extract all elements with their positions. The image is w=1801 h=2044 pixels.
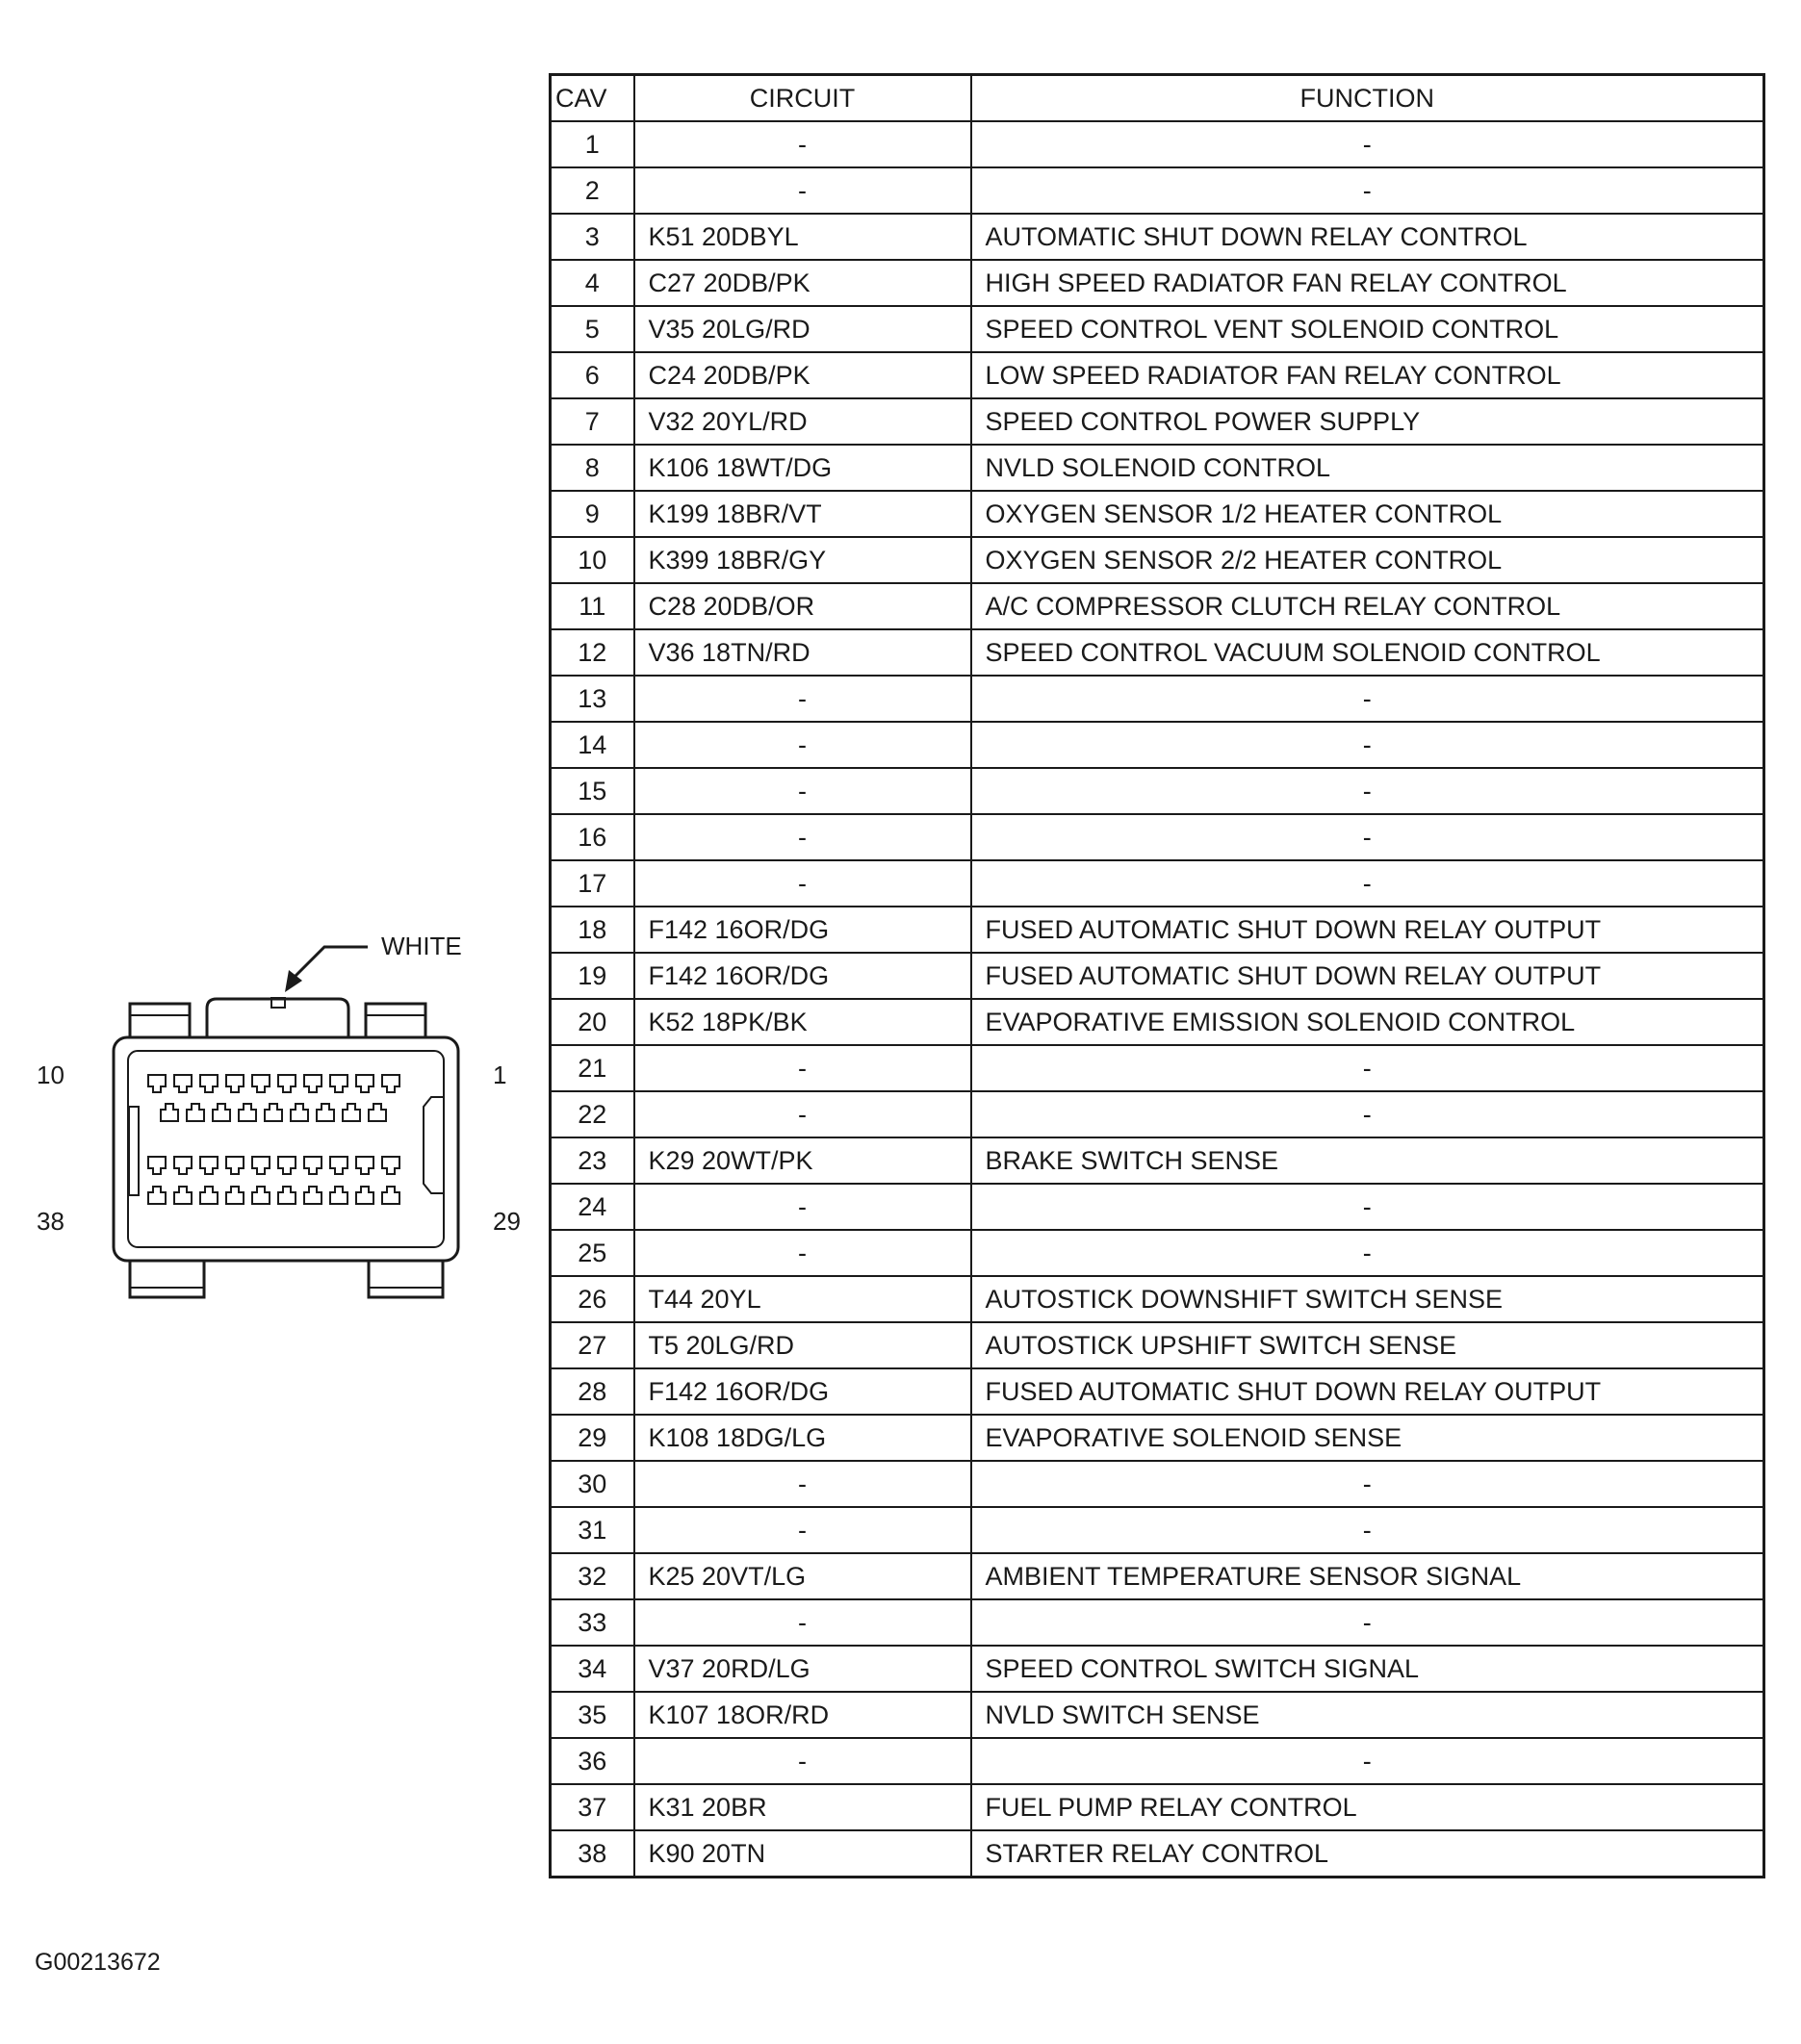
cav-cell: 13 <box>551 676 634 722</box>
table-row <box>551 953 1764 999</box>
table-row <box>551 1553 1764 1599</box>
header-function: FUNCTION <box>971 75 1764 122</box>
cav-cell: 36 <box>551 1738 634 1784</box>
table-row <box>551 167 1764 214</box>
table-row <box>551 1137 1764 1184</box>
connector-diagram <box>0 0 578 1347</box>
circuit-cell: K31 20BR <box>634 1784 971 1830</box>
table-row <box>551 445 1764 491</box>
table-row <box>551 1322 1764 1368</box>
table-row <box>551 1091 1764 1137</box>
circuit-cell: C28 20DB/OR <box>634 583 971 629</box>
table-row <box>551 491 1764 537</box>
circuit-cell: K399 18BR/GY <box>634 537 971 583</box>
circuit-cell: - <box>634 1738 971 1784</box>
cav-cell: 18 <box>551 907 634 953</box>
table-row <box>551 1784 1764 1830</box>
table-row <box>551 1045 1764 1091</box>
cav-cell: 33 <box>551 1599 634 1646</box>
circuit-cell: K90 20TN <box>634 1830 971 1878</box>
function-cell: - <box>971 1599 1764 1646</box>
cav-cell: 7 <box>551 398 634 445</box>
table-row <box>551 398 1764 445</box>
cav-cell: 8 <box>551 445 634 491</box>
circuit-cell: F142 16OR/DG <box>634 1368 971 1415</box>
function-cell: FUSED AUTOMATIC SHUT DOWN RELAY OUTPUT <box>971 907 1764 953</box>
circuit-cell: - <box>634 768 971 814</box>
function-cell: - <box>971 1045 1764 1091</box>
cav-cell: 38 <box>551 1830 634 1878</box>
figure-id: G00213672 <box>35 1949 161 1976</box>
pin-label-bottom-right: 29 <box>493 1207 521 1236</box>
function-cell: OXYGEN SENSOR 1/2 HEATER CONTROL <box>971 491 1764 537</box>
cav-cell: 29 <box>551 1415 634 1461</box>
table-row <box>551 1599 1764 1646</box>
function-cell: A/C COMPRESSOR CLUTCH RELAY CONTROL <box>971 583 1764 629</box>
cav-cell: 3 <box>551 214 634 260</box>
table-row <box>551 999 1764 1045</box>
function-cell: NVLD SOLENOID CONTROL <box>971 445 1764 491</box>
circuit-cell: - <box>634 1507 971 1553</box>
cav-cell: 10 <box>551 537 634 583</box>
function-cell: OXYGEN SENSOR 2/2 HEATER CONTROL <box>971 537 1764 583</box>
function-cell: EVAPORATIVE SOLENOID SENSE <box>971 1415 1764 1461</box>
table-row <box>551 722 1764 768</box>
circuit-cell: - <box>634 1461 971 1507</box>
circuit-cell: K199 18BR/VT <box>634 491 971 537</box>
cav-cell: 16 <box>551 814 634 860</box>
cav-cell: 15 <box>551 768 634 814</box>
circuit-cell: - <box>634 1045 971 1091</box>
connector-latch <box>207 999 348 1039</box>
table-row <box>551 1692 1764 1738</box>
circuit-cell: - <box>634 676 971 722</box>
table-row <box>551 860 1764 907</box>
circuit-cell: V35 20LG/RD <box>634 306 971 352</box>
table-row <box>551 676 1764 722</box>
pin-label-top-left: 10 <box>37 1060 64 1089</box>
circuit-cell: - <box>634 121 971 167</box>
table-row <box>551 214 1764 260</box>
function-cell: SPEED CONTROL SWITCH SIGNAL <box>971 1646 1764 1692</box>
function-cell: - <box>971 121 1764 167</box>
function-cell: EVAPORATIVE EMISSION SOLENOID CONTROL <box>971 999 1764 1045</box>
table-row <box>551 768 1764 814</box>
circuit-cell: - <box>634 1599 971 1646</box>
circuit-cell: F142 16OR/DG <box>634 953 971 999</box>
function-cell: FUEL PUMP RELAY CONTROL <box>971 1784 1764 1830</box>
cav-cell: 9 <box>551 491 634 537</box>
table-row <box>551 629 1764 676</box>
function-cell: STARTER RELAY CONTROL <box>971 1830 1764 1878</box>
cav-cell: 24 <box>551 1184 634 1230</box>
connector-housing <box>114 1037 458 1261</box>
circuit-cell: K106 18WT/DG <box>634 445 971 491</box>
function-cell: LOW SPEED RADIATOR FAN RELAY CONTROL <box>971 352 1764 398</box>
circuit-cell: C27 20DB/PK <box>634 260 971 306</box>
function-cell: - <box>971 1738 1764 1784</box>
table-row <box>551 1184 1764 1230</box>
bottom-left-clip <box>130 1259 204 1297</box>
circuit-cell: T44 20YL <box>634 1276 971 1322</box>
cav-cell: 37 <box>551 1784 634 1830</box>
table-row <box>551 1368 1764 1415</box>
function-cell: HIGH SPEED RADIATOR FAN RELAY CONTROL <box>971 260 1764 306</box>
function-cell: AMBIENT TEMPERATURE SENSOR SIGNAL <box>971 1553 1764 1599</box>
circuit-cell: V36 18TN/RD <box>634 629 971 676</box>
table-row <box>551 1646 1764 1692</box>
circuit-cell: - <box>634 1091 971 1137</box>
circuit-cell: V37 20RD/LG <box>634 1646 971 1692</box>
function-cell: - <box>971 722 1764 768</box>
function-cell: SPEED CONTROL VENT SOLENOID CONTROL <box>971 306 1764 352</box>
table-row <box>551 1230 1764 1276</box>
table-row <box>551 537 1764 583</box>
top-right-clip <box>366 1004 425 1038</box>
function-cell: AUTOSTICK DOWNSHIFT SWITCH SENSE <box>971 1276 1764 1322</box>
function-cell: - <box>971 1230 1764 1276</box>
circuit-cell: C24 20DB/PK <box>634 352 971 398</box>
header-circuit: CIRCUIT <box>634 75 971 122</box>
table-row <box>551 1276 1764 1322</box>
function-cell: - <box>971 1507 1764 1553</box>
circuit-cell: K51 20DBYL <box>634 214 971 260</box>
cav-cell: 11 <box>551 583 634 629</box>
cav-cell: 2 <box>551 167 634 214</box>
function-cell: SPEED CONTROL VACUUM SOLENOID CONTROL <box>971 629 1764 676</box>
circuit-cell: - <box>634 722 971 768</box>
connector-pinout-table <box>549 73 1765 1878</box>
cav-cell: 31 <box>551 1507 634 1553</box>
cav-cell: 27 <box>551 1322 634 1368</box>
circuit-cell: K25 20VT/LG <box>634 1553 971 1599</box>
table-row <box>551 1461 1764 1507</box>
circuit-cell: K29 20WT/PK <box>634 1137 971 1184</box>
function-cell: FUSED AUTOMATIC SHUT DOWN RELAY OUTPUT <box>971 1368 1764 1415</box>
cav-cell: 1 <box>551 121 634 167</box>
cav-cell: 19 <box>551 953 634 999</box>
circuit-cell: V32 20YL/RD <box>634 398 971 445</box>
cav-cell: 26 <box>551 1276 634 1322</box>
table-header-row <box>551 75 1764 122</box>
table-row <box>551 1415 1764 1461</box>
header-cav: CAV <box>551 75 634 122</box>
function-cell: - <box>971 167 1764 214</box>
circuit-cell: K108 18DG/LG <box>634 1415 971 1461</box>
cav-cell: 34 <box>551 1646 634 1692</box>
cav-cell: 22 <box>551 1091 634 1137</box>
table-row <box>551 121 1764 167</box>
cav-cell: 14 <box>551 722 634 768</box>
cav-cell: 32 <box>551 1553 634 1599</box>
cav-cell: 30 <box>551 1461 634 1507</box>
table-row <box>551 907 1764 953</box>
function-cell: - <box>971 1091 1764 1137</box>
function-cell: AUTOSTICK UPSHIFT SWITCH SENSE <box>971 1322 1764 1368</box>
table-row <box>551 1507 1764 1553</box>
pin-label-bottom-left: 38 <box>37 1207 64 1236</box>
cav-cell: 5 <box>551 306 634 352</box>
leader-line <box>293 947 368 979</box>
circuit-cell: - <box>634 1230 971 1276</box>
top-left-clip <box>130 1004 190 1038</box>
function-cell: NVLD SWITCH SENSE <box>971 1692 1764 1738</box>
table-row <box>551 1738 1764 1784</box>
cav-cell: 20 <box>551 999 634 1045</box>
function-cell: - <box>971 768 1764 814</box>
circuit-cell: K52 18PK/BK <box>634 999 971 1045</box>
circuit-cell: - <box>634 167 971 214</box>
cav-cell: 35 <box>551 1692 634 1738</box>
function-cell: AUTOMATIC SHUT DOWN RELAY CONTROL <box>971 214 1764 260</box>
function-cell: - <box>971 1461 1764 1507</box>
table-row <box>551 306 1764 352</box>
cav-cell: 12 <box>551 629 634 676</box>
pin-label-top-right: 1 <box>493 1060 507 1089</box>
function-cell: - <box>971 676 1764 722</box>
function-cell: - <box>971 814 1764 860</box>
cav-cell: 6 <box>551 352 634 398</box>
cav-cell: 21 <box>551 1045 634 1091</box>
circuit-cell: - <box>634 1184 971 1230</box>
circuit-cell: K107 18OR/RD <box>634 1692 971 1738</box>
circuit-cell: T5 20LG/RD <box>634 1322 971 1368</box>
cav-cell: 4 <box>551 260 634 306</box>
function-cell: FUSED AUTOMATIC SHUT DOWN RELAY OUTPUT <box>971 953 1764 999</box>
cav-cell: 17 <box>551 860 634 907</box>
table-row <box>551 1830 1764 1878</box>
cav-cell: 23 <box>551 1137 634 1184</box>
bottom-right-clip <box>369 1259 443 1297</box>
circuit-cell: - <box>634 814 971 860</box>
table-row <box>551 352 1764 398</box>
function-cell: - <box>971 860 1764 907</box>
cav-cell: 28 <box>551 1368 634 1415</box>
connector-color-label: WHITE <box>381 932 462 960</box>
table-row <box>551 260 1764 306</box>
circuit-cell: F142 16OR/DG <box>634 907 971 953</box>
cav-cell: 25 <box>551 1230 634 1276</box>
function-cell: SPEED CONTROL POWER SUPPLY <box>971 398 1764 445</box>
table-row <box>551 583 1764 629</box>
function-cell: - <box>971 1184 1764 1230</box>
table-row <box>551 814 1764 860</box>
function-cell: BRAKE SWITCH SENSE <box>971 1137 1764 1184</box>
circuit-cell: - <box>634 860 971 907</box>
